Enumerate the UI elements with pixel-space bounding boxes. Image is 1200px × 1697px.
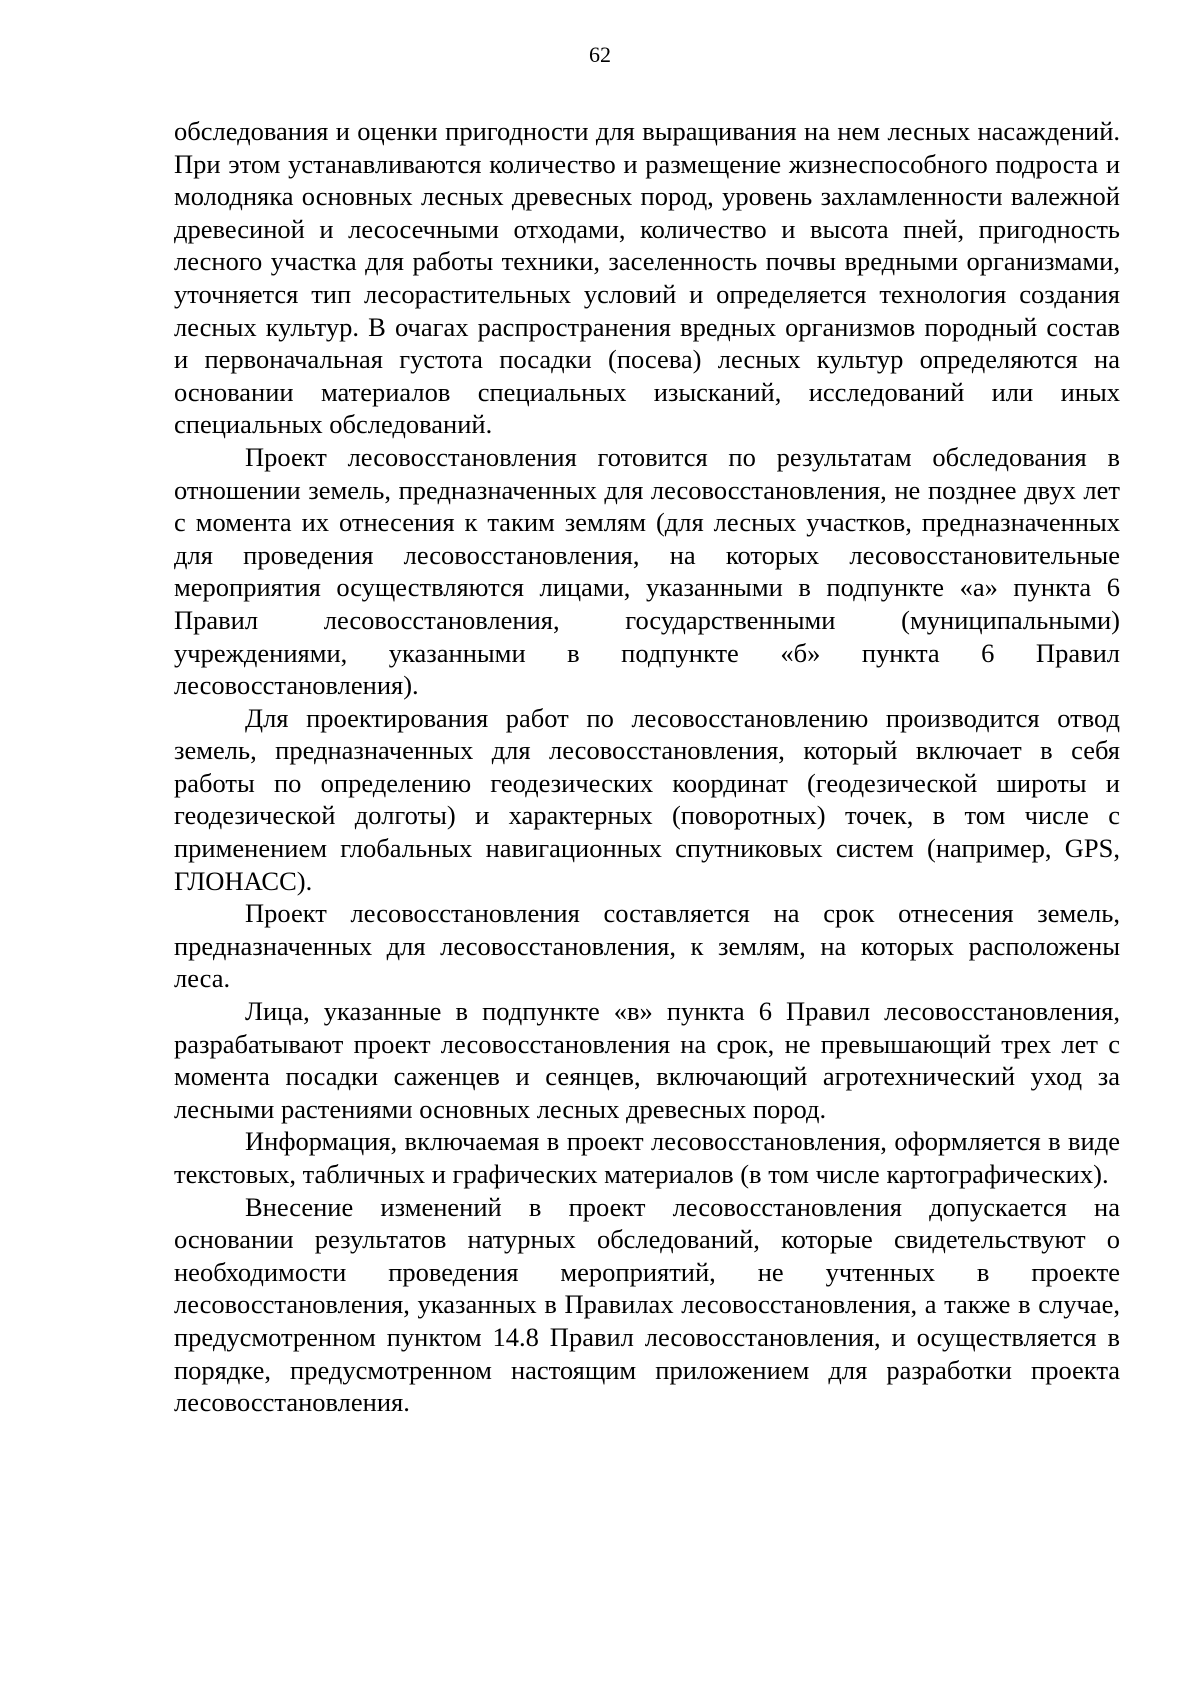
- paragraph: Для проектирования работ по лесовосстановлению производится отвод земель, предназначенных для лесовосстановления, который включает в себя работы по определению геодезических координат (геодезической широты и геодезической долготы) и характерных (поворотных) точек, в том числе с применением глобальных навигационных спутниковых систем (например, GPS, ГЛОНАСС).: [174, 702, 1120, 896]
- paragraph: Проект лесовосстановления составляется на срок отнесения земель, предназначенных для лесовосстановления, к землям, на которых расположены леса.: [174, 898, 1120, 994]
- paragraph: Внесение изменений в проект лесовосстановления допускается на основании результатов натурных обследований, которые свидетельствуют о необходимости проведения мероприятий, не учтенных в проекте лесовосстановления, указанных в Правилах лесовосстановления, а также в случае, предусмотренном пунктом 14.8 Правил лесовосстановления, и осуществляется в порядке, предусмотренном настоящим приложением для разработки проекта лесовосстановления.: [174, 1191, 1120, 1418]
- paragraph: Информация, включаемая в проект лесовосстановления, оформляется в виде текстовых, табличных и графических материалов (в том числе картографических).: [174, 1126, 1120, 1189]
- page-number: 62: [589, 42, 611, 67]
- document-body: [174, 115, 1120, 1419]
- paragraph: Лица, указанные в подпункте «в» пункта 6 Правил лесовосстановления, разрабатывают проект лесовосстановления на срок, не превышающий трех лет с момента посадки саженцев и сеянцев, включающий агротехнический уход за лесными растениями основных лесных древесных пород.: [174, 996, 1120, 1124]
- paragraph-continuation: обследования и оценки пригодности для выращивания на нем лесных насаждений. При этом устанавливаются количество и размещение жизнеспособного подроста и молодняка основных лесных древесных пород, уровень захламленности валежной древесиной и лесосечными отходами, количество и высота пней, пригодность лесного участка для работы техники, заселенность почвы вредными организмами, уточняется тип лесорастительных условий и определяется технология создания лесных культур. В очагах распространения вредных организмов породный состав и первоначальная густота посадки (посева) лесных культур определяются на основании материалов специальных изысканий, исследований или иных специальных обследований.: [174, 116, 1120, 440]
- paragraph: Проект лесовосстановления готовится по результатам обследования в отношении земель, предназначенных для лесовосстановления, не позднее двух лет с момента их отнесения к таким землям (для лесных участков, предназначенных для проведения лесовосстановления, на которых лесовосстановительные мероприятия осуществляются лицами, указанными в подпункте «а» пункта 6 Правил лесовосстановления, государственными (муниципальными) учреждениями, указанными в подпункте «б» пункта 6 Правил лесовосстановления).: [174, 441, 1120, 701]
